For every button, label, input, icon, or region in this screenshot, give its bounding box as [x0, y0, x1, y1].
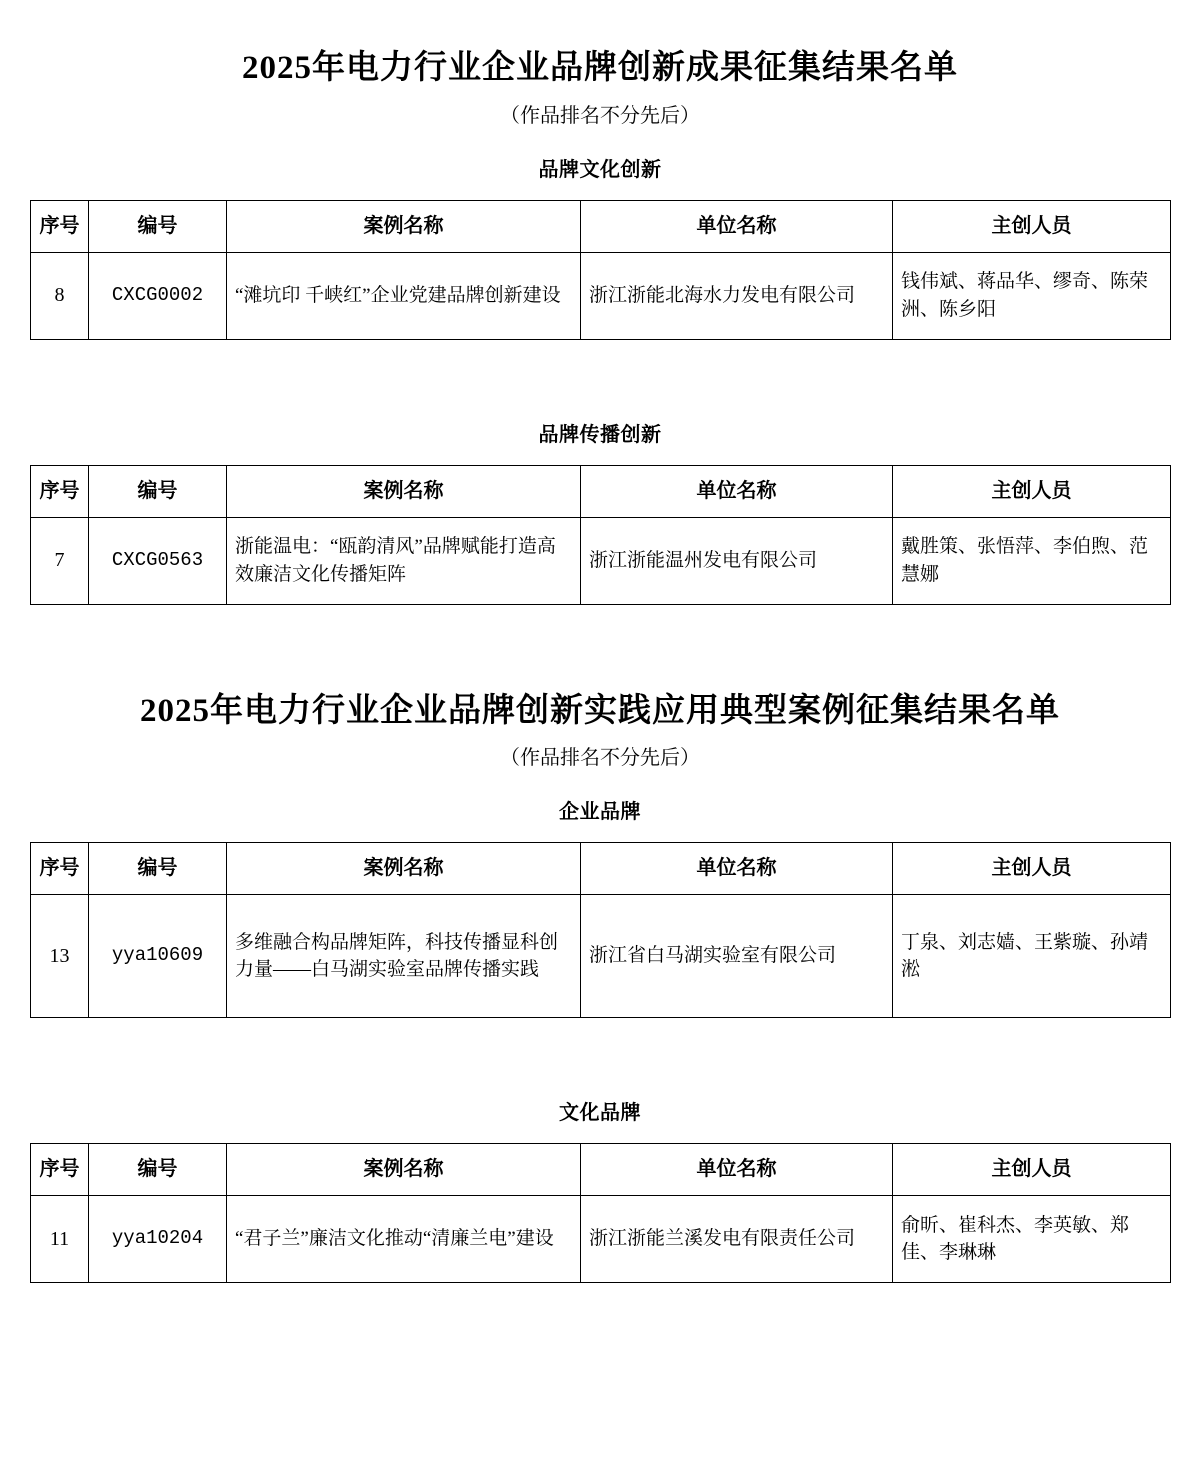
cell-code: CXCG0002 — [89, 252, 227, 339]
section-heading-brand-culture: 品牌文化创新 — [538, 158, 662, 181]
cell-index: 7 — [31, 517, 89, 604]
column-header-org: 单位名称 — [581, 843, 893, 895]
cell-people: 俞昕、崔科杰、李英敏、郑佳、李琳琳 — [893, 1196, 1171, 1283]
cell-case: “君子兰”廉洁文化推动“清廉兰电”建设 — [227, 1196, 581, 1283]
section-heading-brand-communication: 品牌传播创新 — [538, 423, 662, 446]
table-header-row — [31, 465, 1171, 517]
table-row — [31, 895, 1171, 1018]
cell-code: yya10609 — [89, 895, 227, 1018]
table-header-row — [31, 200, 1171, 252]
spacer — [30, 1018, 1170, 1074]
column-header-org: 单位名称 — [581, 200, 893, 252]
spacer — [30, 340, 1170, 396]
results-table-culture-brand — [30, 1143, 1171, 1283]
column-header-index: 序号 — [31, 465, 89, 517]
column-header-people: 主创人员 — [893, 843, 1171, 895]
column-header-case: 案例名称 — [227, 1144, 581, 1196]
cell-people: 戴胜策、张悟萍、李伯煦、范慧娜 — [893, 517, 1171, 604]
cell-people: 丁泉、刘志嫱、王紫璇、孙靖淞 — [893, 895, 1171, 1018]
column-header-code: 编号 — [89, 200, 227, 252]
table-header-row — [31, 843, 1171, 895]
page-subtitle: （作品排名不分先后） — [500, 104, 700, 127]
cell-index: 11 — [31, 1196, 89, 1283]
column-header-index: 序号 — [31, 1144, 89, 1196]
cell-org: 浙江浙能北海水力发电有限公司 — [581, 252, 893, 339]
table-row — [31, 1196, 1171, 1283]
column-header-index: 序号 — [31, 843, 89, 895]
table-header-row — [31, 1144, 1171, 1196]
table-row — [31, 517, 1171, 604]
page-title: 2025年电力行业企业品牌创新成果征集结果名单 — [242, 50, 958, 86]
column-header-people: 主创人员 — [893, 200, 1171, 252]
cell-case: 浙能温电：“瓯韵清风”品牌赋能打造高效廉洁文化传播矩阵 — [227, 517, 581, 604]
cell-people: 钱伟斌、蒋品华、缪奇、陈荣洲、陈乡阳 — [893, 252, 1171, 339]
column-header-case: 案例名称 — [227, 465, 581, 517]
cell-code: yya10204 — [89, 1196, 227, 1283]
cell-org: 浙江浙能兰溪发电有限责任公司 — [581, 1196, 893, 1283]
table-row — [31, 252, 1171, 339]
results-table-brand-communication — [30, 465, 1171, 605]
section-heading-enterprise-brand: 企业品牌 — [559, 801, 641, 824]
column-header-case: 案例名称 — [227, 843, 581, 895]
column-header-code: 编号 — [89, 1144, 227, 1196]
cell-org: 浙江浙能温州发电有限公司 — [581, 517, 893, 604]
spacer — [30, 605, 1170, 689]
cell-case: “滩坑印 千峡红”企业党建品牌创新建设 — [227, 252, 581, 339]
column-header-index: 序号 — [31, 200, 89, 252]
results-table-brand-culture — [30, 200, 1171, 340]
section-heading-culture-brand: 文化品牌 — [559, 1102, 641, 1125]
page-title-secondary: 2025年电力行业企业品牌创新实践应用典型案例征集结果名单 — [140, 692, 1060, 729]
cell-index: 13 — [31, 895, 89, 1018]
column-header-case: 案例名称 — [227, 200, 581, 252]
column-header-code: 编号 — [89, 843, 227, 895]
results-table-enterprise-brand — [30, 842, 1171, 1018]
column-header-code: 编号 — [89, 465, 227, 517]
cell-case: 多维融合构品牌矩阵，科技传播显科创力量——白马湖实验室品牌传播实践 — [227, 895, 581, 1018]
column-header-org: 单位名称 — [581, 1144, 893, 1196]
column-header-people: 主创人员 — [893, 1144, 1171, 1196]
cell-code: CXCG0563 — [89, 517, 227, 604]
cell-index: 8 — [31, 252, 89, 339]
column-header-people: 主创人员 — [893, 465, 1171, 517]
column-header-org: 单位名称 — [581, 465, 893, 517]
page-subtitle-secondary: （作品排名不分先后） — [500, 747, 700, 770]
cell-org: 浙江省白马湖实验室有限公司 — [581, 895, 893, 1018]
